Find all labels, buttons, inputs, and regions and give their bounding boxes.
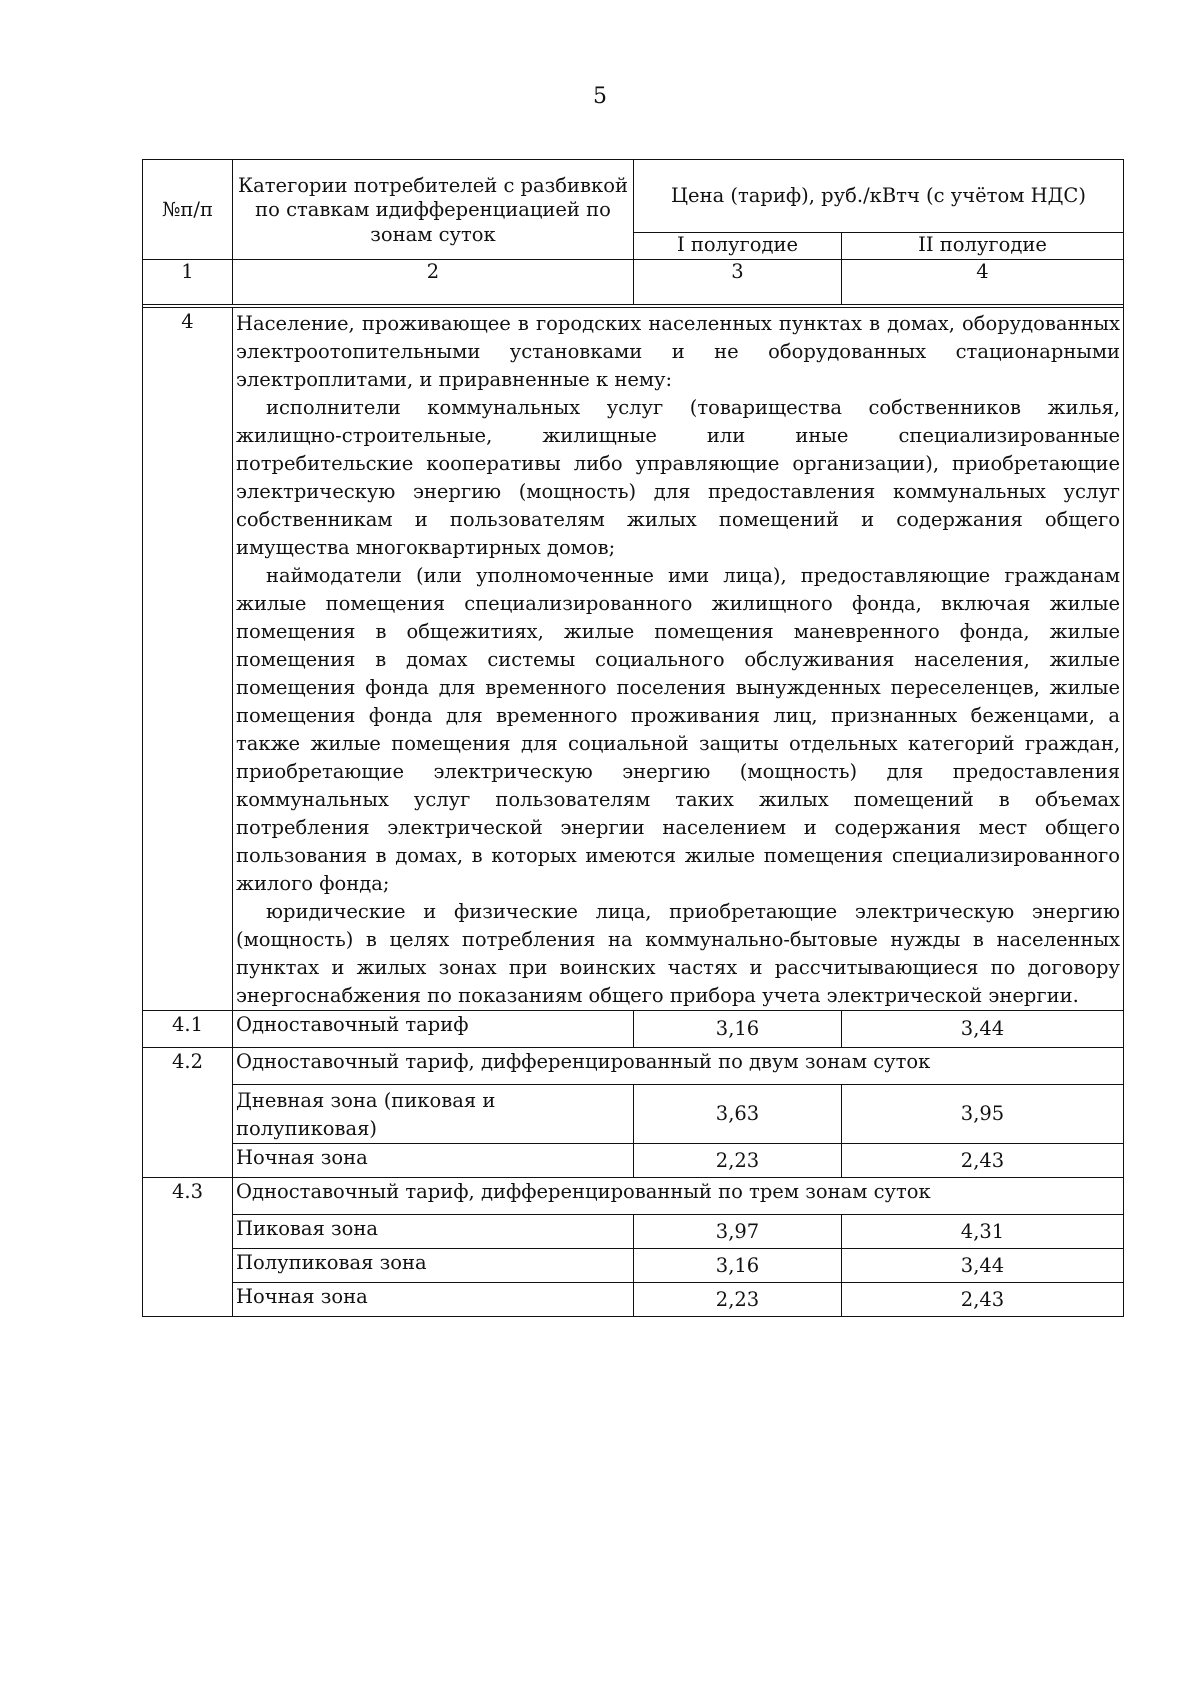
row-num: 4.3 — [143, 1178, 233, 1317]
row-label: Ночная зона — [233, 1283, 634, 1317]
section-paragraph: наймодатели (или уполномоченные ими лица), предоставляющие гражданам жилые помещения специализированного жилищного фонда, включая жилые помещения в общежитиях, жилые помещения маневренного фонда, жилые помещения в домах системы социального обслуживания населения, жилые помещения фонда для временного поселения вынужденных переселенцев, жилые помещения фонда для временного проживания лиц, признанных беженцами, а также жилые помещения для социальной защиты отдельных категорий граждан, приобретающие электрическую энергию (мощность) для предоставления коммунальных услуг пользователям таких жилых помещений в объемах потребления электрической энергии населением и содержания мест общего пользования в домах, в которых имеются жилые помещения специализированного жилого фонда; — [236, 564, 1121, 895]
row-label: Полупиковая зона — [233, 1249, 634, 1283]
row-num: 4.2 — [143, 1048, 233, 1178]
table-row — [143, 1215, 1124, 1249]
price-h1: 3,16 — [634, 1011, 842, 1048]
row-num: 4.1 — [143, 1011, 233, 1048]
header-row — [143, 160, 1124, 233]
column-index: 4 — [842, 260, 1124, 305]
table-row — [143, 1283, 1124, 1317]
table-row — [143, 1085, 1124, 1144]
row-label: Пиковая зона — [233, 1215, 634, 1249]
row-label: Одноставочный тариф, дифференцированный по трем зонам суток — [233, 1178, 1124, 1215]
section-paragraph: юридические и физические лица, приобретающие электрическую энергию (мощность) в целях потребления на коммунально-бытовые нужды в населенных пунктах и жилых зонах при воинских частях и рассчитывающиеся по договору энергоснабжения по показаниям общего прибора учета электрической энергии. — [236, 900, 1121, 1007]
column-index: 3 — [634, 260, 842, 305]
price-h2: 3,44 — [842, 1249, 1124, 1283]
page-number: 5 — [593, 84, 607, 109]
price-h2: 2,43 — [842, 1283, 1124, 1317]
section-paragraph: исполнители коммунальных услуг (товарищества собственников жилья, жилищно-строительные, жилищные или иные специализированные потребительские кооперативы либо управляющие организации), приобретающие электрическую энергию (мощность) для предоставления коммунальных услуг собственникам и пользователям жилых помещений и содержания общего имущества многоквартирных домов; — [236, 396, 1121, 559]
section-description — [233, 308, 1124, 1011]
column-index: 2 — [233, 260, 634, 305]
tariff-table — [142, 159, 1124, 1317]
table-row — [143, 1144, 1124, 1178]
header-half2: II полугодие — [842, 233, 1124, 260]
table-row — [143, 1048, 1124, 1085]
header-num: №п/п — [143, 160, 233, 260]
price-h1: 2,23 — [634, 1283, 842, 1317]
price-h1: 2,23 — [634, 1144, 842, 1178]
header-category: Категории потребителей с разбивкой по ставкам идифференциацией по зонам суток — [233, 160, 634, 260]
price-h2: 2,43 — [842, 1144, 1124, 1178]
price-h1: 3,63 — [634, 1085, 842, 1144]
section-intro: Население, проживающее в городских населенных пунктах в домах, оборудованных электроотопительными установками и не оборудованных стационарными электроплитами, и приравненные к нему: — [236, 312, 1121, 391]
price-h1: 3,16 — [634, 1249, 842, 1283]
table-row — [143, 1178, 1124, 1215]
column-index-row — [143, 260, 1124, 305]
price-h2: 3,95 — [842, 1085, 1124, 1144]
column-index: 1 — [143, 260, 233, 305]
header-price: Цена (тариф), руб./кВтч (с учётом НДС) — [634, 160, 1124, 233]
row-label: Одноставочный тариф — [233, 1011, 634, 1048]
header-half1: I полугодие — [634, 233, 842, 260]
section-row — [143, 308, 1124, 1011]
section-num: 4 — [143, 308, 233, 1011]
row-label: Ночная зона — [233, 1144, 634, 1178]
price-h2: 4,31 — [842, 1215, 1124, 1249]
table-row — [143, 1011, 1124, 1048]
price-h1: 3,97 — [634, 1215, 842, 1249]
row-label: Дневная зона (пиковая и полупиковая) — [233, 1085, 634, 1144]
price-h2: 3,44 — [842, 1011, 1124, 1048]
table-row — [143, 1249, 1124, 1283]
row-label: Одноставочный тариф, дифференцированный по двум зонам суток — [233, 1048, 1124, 1085]
